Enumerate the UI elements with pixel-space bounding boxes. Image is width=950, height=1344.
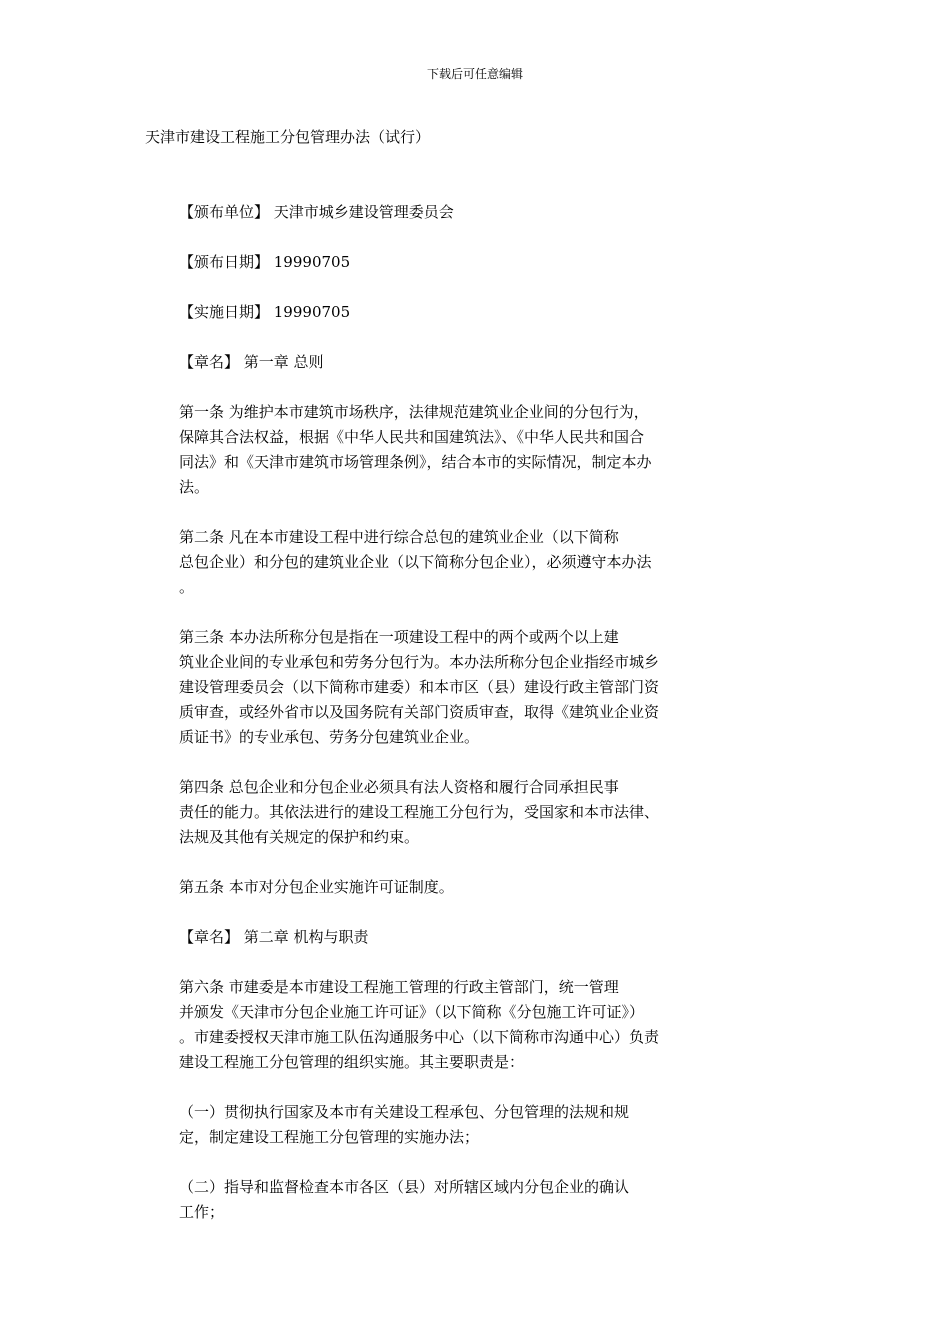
text-line: 同法》和《天津市建筑市场管理条例》，结合本市的实际情况，制定本办 xyxy=(179,453,652,471)
text-line: 第一条 为维护本市建筑市场秩序，法律规范建筑业企业间的分包行为， xyxy=(179,403,649,421)
text-line: 。市建委授权天津市施工队伍沟通服务中心（以下简称市沟通中心）负责 xyxy=(179,1028,660,1046)
text-line: （一）贯彻执行国家及本市有关建设工程承包、分包管理的法规和规 xyxy=(179,1103,630,1121)
meta-issue-date: 【颁布日期】 19990705 xyxy=(179,253,351,271)
text-line: 工作； xyxy=(179,1203,225,1221)
meta-effective-date: 【实施日期】 19990705 xyxy=(179,303,351,321)
article-6 xyxy=(145,975,705,1075)
text-line: 。 xyxy=(179,578,195,596)
text-line: 第三条 本办法所称分包是指在一项建设工程中的两个或两个以上建 xyxy=(179,628,619,646)
article-4 xyxy=(145,775,705,850)
text-line: 第二条 凡在本市建设工程中进行综合总包的建筑业企业（以下简称 xyxy=(179,528,619,546)
text-line: 并颁发《天津市分包企业施工许可证》（以下简称《分包施工许可证》） xyxy=(179,1003,645,1021)
document-title: 天津市建设工程施工分包管理办法（试行） xyxy=(145,128,431,146)
text-line: 责任的能力。其依法进行的建设工程施工分包行为，受国家和本市法律、 xyxy=(179,803,660,821)
clause-1 xyxy=(145,1100,705,1150)
text-line: 法规及其他有关规定的保护和约束。 xyxy=(179,828,420,846)
article-5 xyxy=(145,875,705,900)
article-2 xyxy=(145,525,705,600)
header-note: 下载后可任意编辑 xyxy=(426,67,523,81)
text-line: 【章名】 第二章 机构与职责 xyxy=(179,928,369,946)
text-line: 第五条 本市对分包企业实施许可证制度。 xyxy=(179,878,454,896)
text-line: 定，制定建设工程施工分包管理的实施办法； xyxy=(179,1128,480,1146)
meta-issuer: 【颁布单位】 天津市城乡建设管理委员会 xyxy=(179,203,454,221)
meta-chapter-1: 【章名】 第一章 总则 xyxy=(179,353,324,371)
text-line: 第四条 总包企业和分包企业必须具有法人资格和履行合同承担民事 xyxy=(179,778,619,796)
article-1 xyxy=(145,400,705,500)
text-line: 质审查，或经外省市以及国务院有关部门资质审查，取得《建筑业企业资 xyxy=(179,703,660,721)
document-body xyxy=(145,200,705,1250)
text-line: 建设管理委员会（以下简称市建委）和本市区（县）建设行政主管部门资 xyxy=(179,678,660,696)
chapter-2-heading xyxy=(145,925,705,950)
clause-2 xyxy=(145,1175,705,1225)
article-3 xyxy=(145,625,705,750)
text-line: 质证书》的专业承包、劳务分包建筑业企业。 xyxy=(179,728,480,746)
text-line: 筑业企业间的专业承包和劳务分包行为。本办法所称分包企业指经市城乡 xyxy=(179,653,660,671)
text-line: 第六条 市建委是本市建设工程施工管理的行政主管部门，统一管理 xyxy=(179,978,619,996)
text-line: 建设工程施工分包管理的组织实施。其主要职责是： xyxy=(179,1053,525,1071)
text-line: 保障其合法权益，根据《中华人民共和国建筑法》、《中华人民共和国合 xyxy=(179,428,645,446)
text-line: 法。 xyxy=(179,478,210,496)
text-line: 总包企业）和分包的建筑业企业（以下简称分包企业），必须遵守本办法 xyxy=(179,553,652,571)
text-line: （二）指导和监督检查本市各区（县）对所辖区域内分包企业的确认 xyxy=(179,1178,630,1196)
